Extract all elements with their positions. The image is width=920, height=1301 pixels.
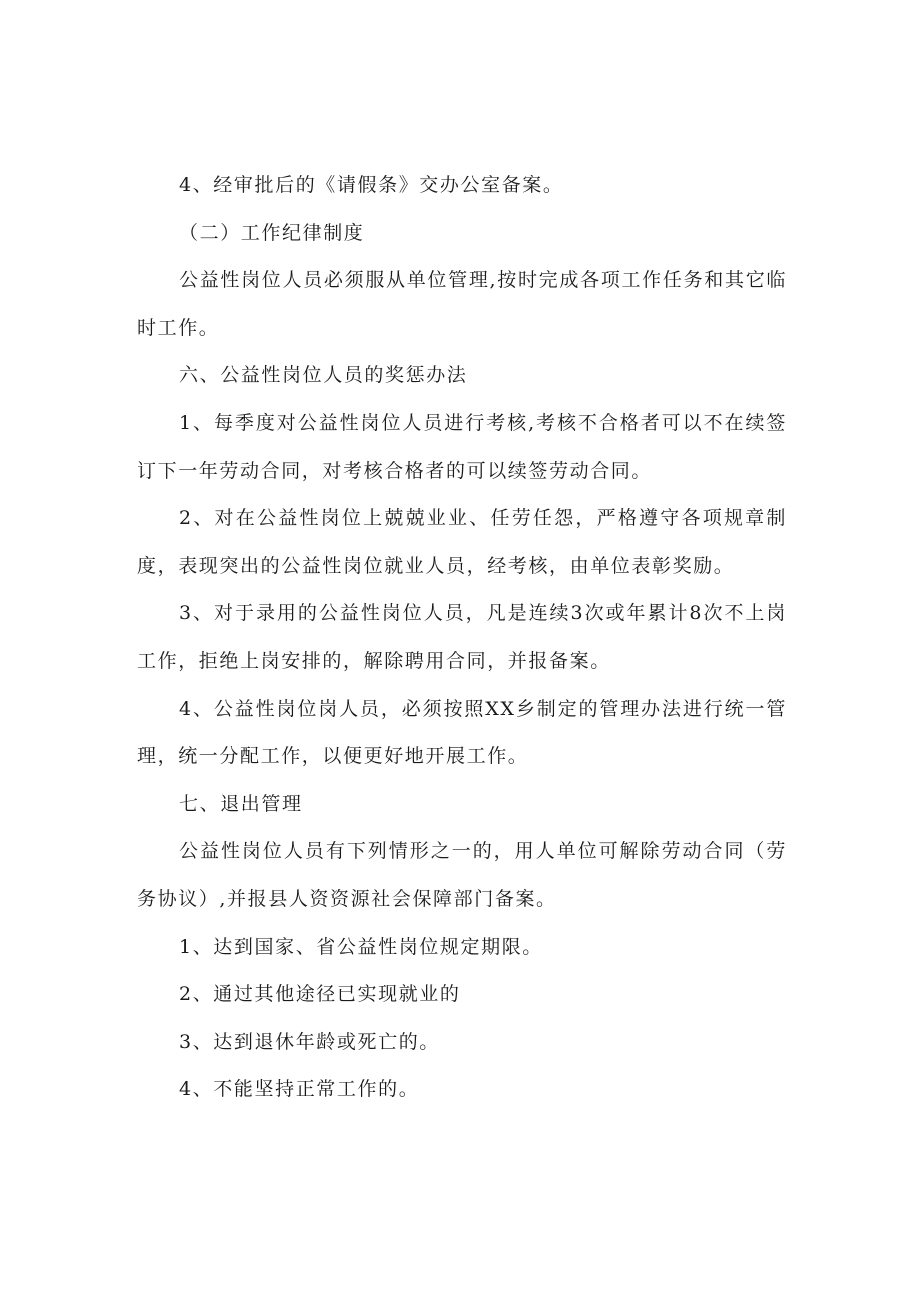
paragraph-absence-termination: 3、对于录用的公益性岗位人员，凡是连续3次或年累计8次不上岗工作，拒绝上岗安排的，解除聘用合同，并报备案。 — [137, 602, 787, 672]
paragraph-commendation: 2、对在公益性岗位上兢兢业业、任劳任怨，严格遵守各项规章制度，表现突出的公益性岗位就业人员，经考核，由单位表彰奖励。 — [137, 507, 787, 577]
heading-rewards-penalties: 六、公益性岗位人员的奖惩办法 — [179, 364, 468, 387]
paragraph-quarterly-assessment: 1、每季度对公益性岗位人员进行考核,考核不合格者可以不在续签订下一年劳动合同，对考核合格者的可以续签劳动合同。 — [137, 411, 787, 482]
heading-exit-management: 七、退出管理 — [179, 792, 303, 815]
list-item-term-limit: 1、达到国家、省公益性岗位规定期限。 — [179, 935, 543, 958]
heading-work-discipline: （二）工作纪律制度 — [179, 221, 365, 244]
paragraph-unified-management: 4、公益性岗位岗人员，必须按照XX乡制定的管理办法进行统一管理，统一分配工作，以便更好地开展工作。 — [137, 697, 787, 768]
paragraph-obey-management: 公益性岗位人员必须服从单位管理,按时完成各项工作任务和其它临时工作。 — [137, 269, 787, 339]
paragraph-exit-conditions: 公益性岗位人员有下列情形之一的，用人单位可解除劳动合同（劳务协议）,并报县人资资源社会保障部门备案。 — [137, 840, 787, 910]
list-item-retirement: 3、达到退休年龄或死亡的。 — [179, 1030, 440, 1053]
paragraph-leave-filing: 4、经审批后的《请假条》交办公室备案。 — [179, 174, 564, 196]
document-body — [137, 162, 787, 1114]
list-item-other-employment: 2、通过其他途径已实现就业的 — [179, 983, 461, 1006]
list-item-unable-to-work: 4、不能坚持正常工作的。 — [179, 1078, 420, 1101]
